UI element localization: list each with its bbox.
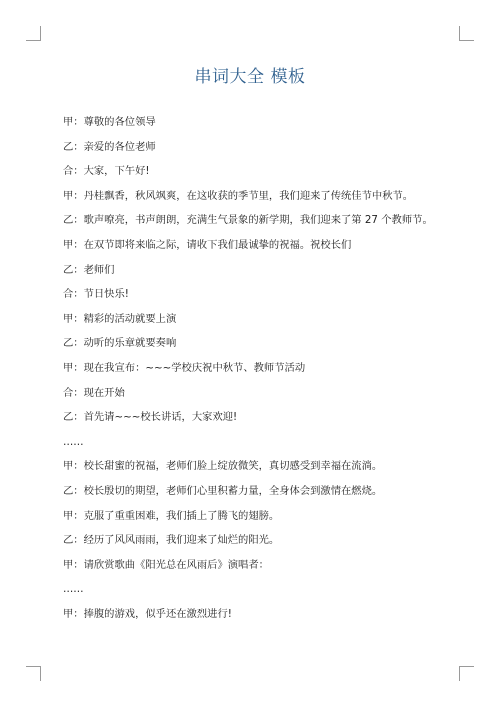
page-title: 串词大全 模板 [194, 67, 306, 87]
ellipsis-line: …… [63, 583, 84, 596]
script-line: 甲：克服了重重困难，我们插上了腾飞的翅膀。 [63, 509, 280, 522]
script-line: 甲：尊敬的各位领导 [63, 116, 156, 128]
script-line: 乙：歌声嘹亮，书声朗朗，充满生气景象的新学期，我们迎来了第 27 个教师节。 [63, 214, 433, 227]
script-line: 甲：捧腹的游戏，似乎还在激烈进行! [63, 607, 232, 620]
script-line: 合：节日快乐! [63, 288, 129, 301]
script-line: 甲：现在我宣布：~~~学校庆祝中秋节、教师节活动 [63, 361, 306, 374]
script-lines [63, 110, 463, 626]
crop-mark-bottom-left [26, 666, 41, 681]
script-line: 乙：经历了风风雨雨，我们迎来了灿烂的阳光。 [63, 534, 280, 547]
script-line: 乙：老师们 [63, 263, 115, 276]
script-line: 甲：在双节即将来临之际，请收下我们最诚挚的祝福。祝校长们 [63, 238, 352, 251]
script-line: 乙：亲爱的各位老师 [63, 140, 156, 153]
script-line: 乙：校长殷切的期望，老师们心里积蓄力量，全身体会到激情在燃烧。 [63, 484, 383, 497]
script-line: 甲：请欣赏歌曲《阳光总在风雨后》演唱者： [63, 558, 269, 571]
script-line: 合：现在开始 [63, 386, 125, 399]
crop-mark-top-left [26, 26, 41, 41]
script-line: 乙：动听的乐章就要奏响 [63, 337, 177, 350]
crop-mark-top-right [459, 26, 474, 41]
script-line: 乙：首先请~~~校长讲话，大家欢迎! [63, 411, 238, 424]
script-line: 甲：丹桂飘香，秋风飒爽，在这收获的季节里，我们迎来了传统佳节中秋节。 [63, 189, 414, 202]
ellipsis-line: …… [63, 435, 84, 448]
script-line: 合：大家，下午好! [63, 165, 150, 178]
script-line: 甲：精彩的活动就要上演 [63, 312, 177, 325]
script-line: 甲：校长甜蜜的祝福，老师们脸上绽放微笑，真切感受到幸福在流淌。 [63, 460, 383, 473]
crop-mark-bottom-right [459, 666, 474, 681]
